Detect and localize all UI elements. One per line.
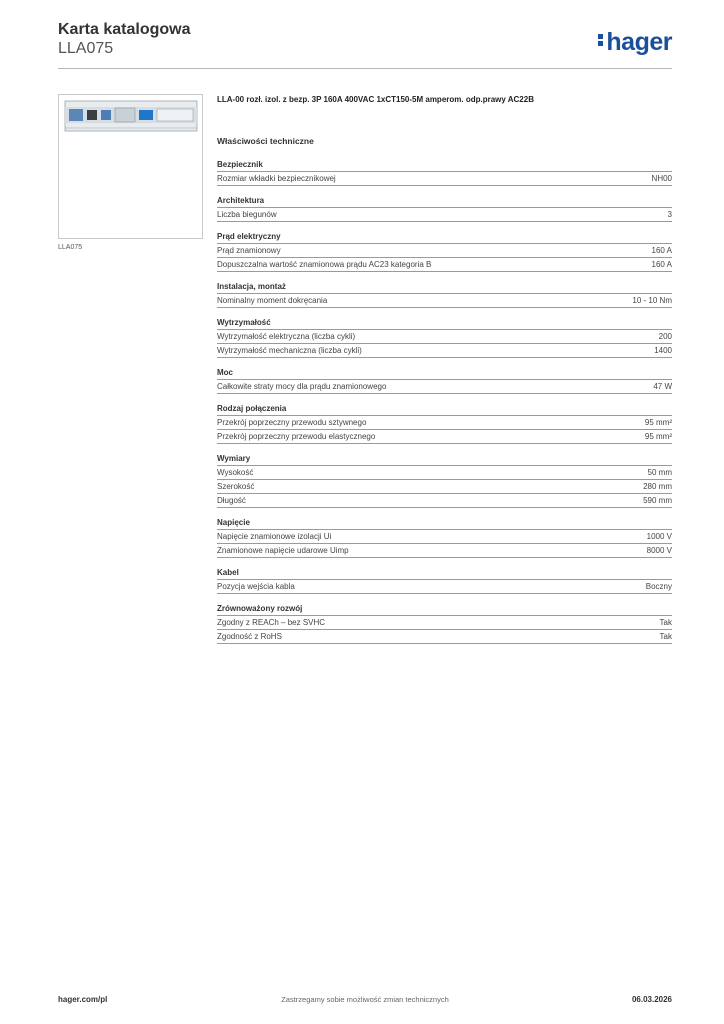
- section-title: Właściwości techniczne: [217, 136, 314, 146]
- spec-group: [217, 194, 672, 222]
- footer-notice: Zastrzegamy sobie możliwość zmian technicznych: [281, 995, 449, 1004]
- spec-group: [217, 566, 672, 594]
- page-header: [58, 20, 672, 70]
- spec-row: [217, 544, 672, 558]
- spec-group: [217, 516, 672, 558]
- spec-row: [217, 244, 672, 258]
- spec-label: Długość: [217, 496, 246, 505]
- spec-label: Wytrzymałość elektryczna (liczba cykli): [217, 332, 356, 341]
- spec-label: Dopuszczalna wartość znamionowa prądu AC23 kategoria B: [217, 260, 432, 269]
- product-image: [58, 94, 203, 239]
- spec-value: NH00: [651, 174, 672, 183]
- spec-row: [217, 480, 672, 494]
- spec-group-title: Rodzaj połączenia: [217, 402, 672, 416]
- spec-group: [217, 602, 672, 644]
- spec-label: Pozycja wejścia kabla: [217, 582, 295, 591]
- spec-label: Przekrój poprzeczny przewodu elastycznego: [217, 432, 376, 441]
- spec-row: [217, 494, 672, 508]
- logo-text: hager: [606, 28, 672, 56]
- spec-group-title: Wymiary: [217, 452, 672, 466]
- spec-row: [217, 344, 672, 358]
- spec-groups: [217, 158, 672, 644]
- footer-website-link[interactable]: hager.com/pl: [58, 995, 108, 1004]
- spec-value: 1000 V: [646, 532, 672, 541]
- spec-row: [217, 380, 672, 394]
- spec-row: [217, 330, 672, 344]
- spec-label: Rozmiar wkładki bezpiecznikowej: [217, 174, 336, 183]
- spec-value: Boczny: [645, 582, 672, 591]
- spec-label: Zgodność z RoHS: [217, 632, 282, 641]
- logo-dots-icon: [598, 32, 604, 48]
- spec-row: [217, 466, 672, 480]
- spec-row: [217, 530, 672, 544]
- spec-value: 95 mm²: [644, 418, 672, 427]
- spec-group: [217, 230, 672, 272]
- spec-label: Wytrzymałość mechaniczna (liczba cykli): [217, 346, 362, 355]
- spec-group: [217, 280, 672, 308]
- spec-label: Zgodny z REACh – bez SVHC: [217, 618, 326, 627]
- spec-row: [217, 258, 672, 272]
- spec-label: Całkowite straty mocy dla prądu znamionowego: [217, 382, 387, 391]
- spec-value: 10 - 10 Nm: [632, 296, 672, 305]
- spec-label: Wysokość: [217, 468, 254, 477]
- spec-value: 95 mm²: [644, 432, 672, 441]
- spec-label: Napięcie znamionowe izolacji Ui: [217, 532, 332, 541]
- spec-value: 200: [658, 332, 672, 341]
- spec-group-title: Napięcie: [217, 516, 672, 530]
- spec-label: Szerokość: [217, 482, 255, 491]
- spec-value: 590 mm: [643, 496, 672, 505]
- spec-row: [217, 416, 672, 430]
- spec-group: [217, 402, 672, 444]
- spec-row: [217, 430, 672, 444]
- spec-group-title: Wytrzymałość: [217, 316, 672, 330]
- spec-value: 280 mm: [643, 482, 672, 491]
- product-code: LLA075: [58, 40, 114, 57]
- spec-value: 50 mm: [647, 468, 672, 477]
- spec-group-title: Bezpiecznik: [217, 158, 672, 172]
- spec-group: [217, 316, 672, 358]
- spec-row: [217, 294, 672, 308]
- spec-row: [217, 208, 672, 222]
- spec-value: Tak: [659, 632, 672, 641]
- spec-group: [217, 366, 672, 394]
- spec-group-title: Architektura: [217, 194, 672, 208]
- spec-value: 8000 V: [646, 546, 672, 555]
- image-caption: LLA075: [58, 244, 83, 251]
- spec-label: Nominalny moment dokręcania: [217, 296, 328, 305]
- spec-value: 160 A: [651, 246, 672, 255]
- switch-disconnector-picture: [59, 95, 202, 238]
- spec-value: 3: [667, 210, 672, 219]
- spec-group-title: Instalacja, montaż: [217, 280, 672, 294]
- spec-group-title: Moc: [217, 366, 672, 380]
- spec-label: Przekrój poprzeczny przewodu sztywnego: [217, 418, 367, 427]
- spec-group-title: Kabel: [217, 566, 672, 580]
- spec-group: [217, 452, 672, 508]
- spec-label: Znamionowe napięcie udarowe Uimp: [217, 546, 349, 555]
- spec-row: [217, 580, 672, 594]
- spec-value: 47 W: [653, 382, 672, 391]
- spec-group: [217, 158, 672, 186]
- spec-value: 160 A: [651, 260, 672, 269]
- spec-label: Prąd znamionowy: [217, 246, 281, 255]
- hager-logo: [598, 28, 672, 57]
- spec-row: [217, 616, 672, 630]
- spec-value: Tak: [659, 618, 672, 627]
- spec-group-title: Prąd elektryczny: [217, 230, 672, 244]
- spec-label: Liczba biegunów: [217, 210, 277, 219]
- footer-date: 06.03.2026: [631, 995, 672, 1004]
- product-description: LLA-00 rozł. izol. z bezp. 3P 160A 400VAC 1xCT150-5M amperom. odp.prawy AC22B: [217, 95, 534, 104]
- spec-row: [217, 630, 672, 644]
- spec-value: 1400: [654, 346, 672, 355]
- spec-content: [217, 94, 672, 644]
- header-divider: [58, 68, 672, 69]
- document-title: Karta katalogowa: [58, 21, 191, 38]
- spec-group-title: Zrównoważony rozwój: [217, 602, 672, 616]
- spec-row: [217, 172, 672, 186]
